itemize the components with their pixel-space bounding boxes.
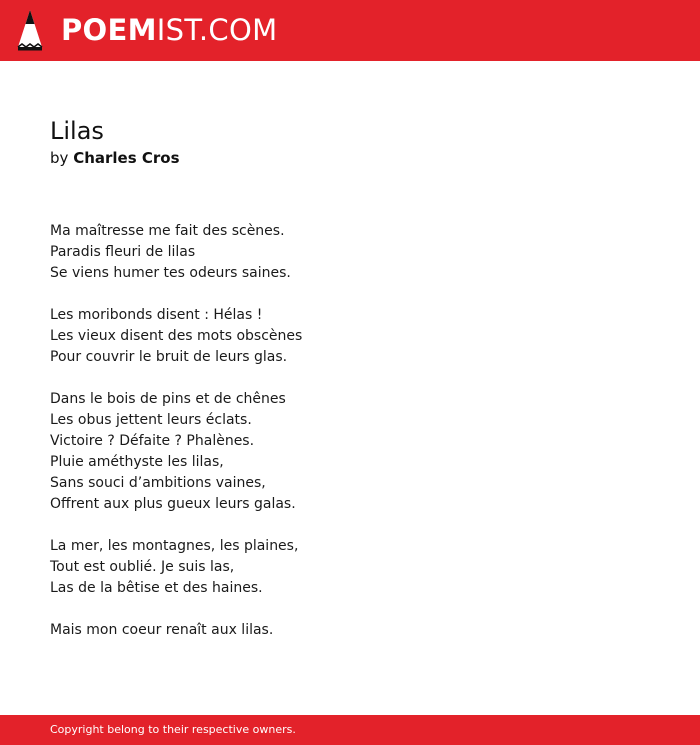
stanza xyxy=(50,221,650,284)
poem-title: Lilas xyxy=(50,117,104,145)
poem-line: Offrent aux plus gueux leurs galas. xyxy=(50,496,296,512)
poem-line: Sans souci d’ambitions vaines, xyxy=(50,475,266,491)
stanza xyxy=(50,620,650,641)
pencil-tip-icon xyxy=(17,9,43,53)
poem-line: Tout est oublié. Je suis las, xyxy=(50,559,235,575)
stanza xyxy=(50,389,650,515)
poem-byline xyxy=(50,148,650,168)
poem-line: Les obus jettent leurs éclats. xyxy=(50,412,252,428)
poem-line: Se viens humer tes odeurs saines. xyxy=(50,265,291,281)
poem-author: Charles Cros xyxy=(73,149,180,167)
stanza xyxy=(50,305,650,368)
copyright-text: Copyright belong to their respective owners. xyxy=(50,723,296,736)
byline-label: by xyxy=(50,149,69,167)
wordmark-light: IST.COM xyxy=(156,12,278,47)
poem-line: Mais mon coeur renaît aux lilas. xyxy=(50,622,274,638)
site-logo-link[interactable] xyxy=(17,9,277,53)
stanza xyxy=(50,536,650,599)
poem-line: Pour couvrir le bruit de leurs glas. xyxy=(50,349,288,365)
poem-line: Las de la bêtise et des haines. xyxy=(50,580,263,596)
poem-line: La mer, les montagnes, les plaines, xyxy=(50,538,299,554)
site-wordmark xyxy=(61,12,278,47)
poem-line: Victoire ? Défaite ? Phalènes. xyxy=(50,433,255,449)
poem-line: Les vieux disent des mots obscènes xyxy=(50,328,303,344)
poem-body xyxy=(50,221,650,641)
poem-content xyxy=(50,116,650,662)
poem-line: Les moribonds disent : Hélas ! xyxy=(50,307,263,323)
poem-line: Ma maîtresse me fait des scènes. xyxy=(50,223,285,239)
poem-line: Pluie améthyste les lilas, xyxy=(50,454,224,470)
site-header xyxy=(0,0,700,61)
poem-line: Paradis fleuri de lilas xyxy=(50,244,196,260)
wordmark-bold: POEM xyxy=(61,12,157,47)
poem-line: Dans le bois de pins et de chênes xyxy=(50,391,286,407)
site-footer xyxy=(0,715,700,745)
